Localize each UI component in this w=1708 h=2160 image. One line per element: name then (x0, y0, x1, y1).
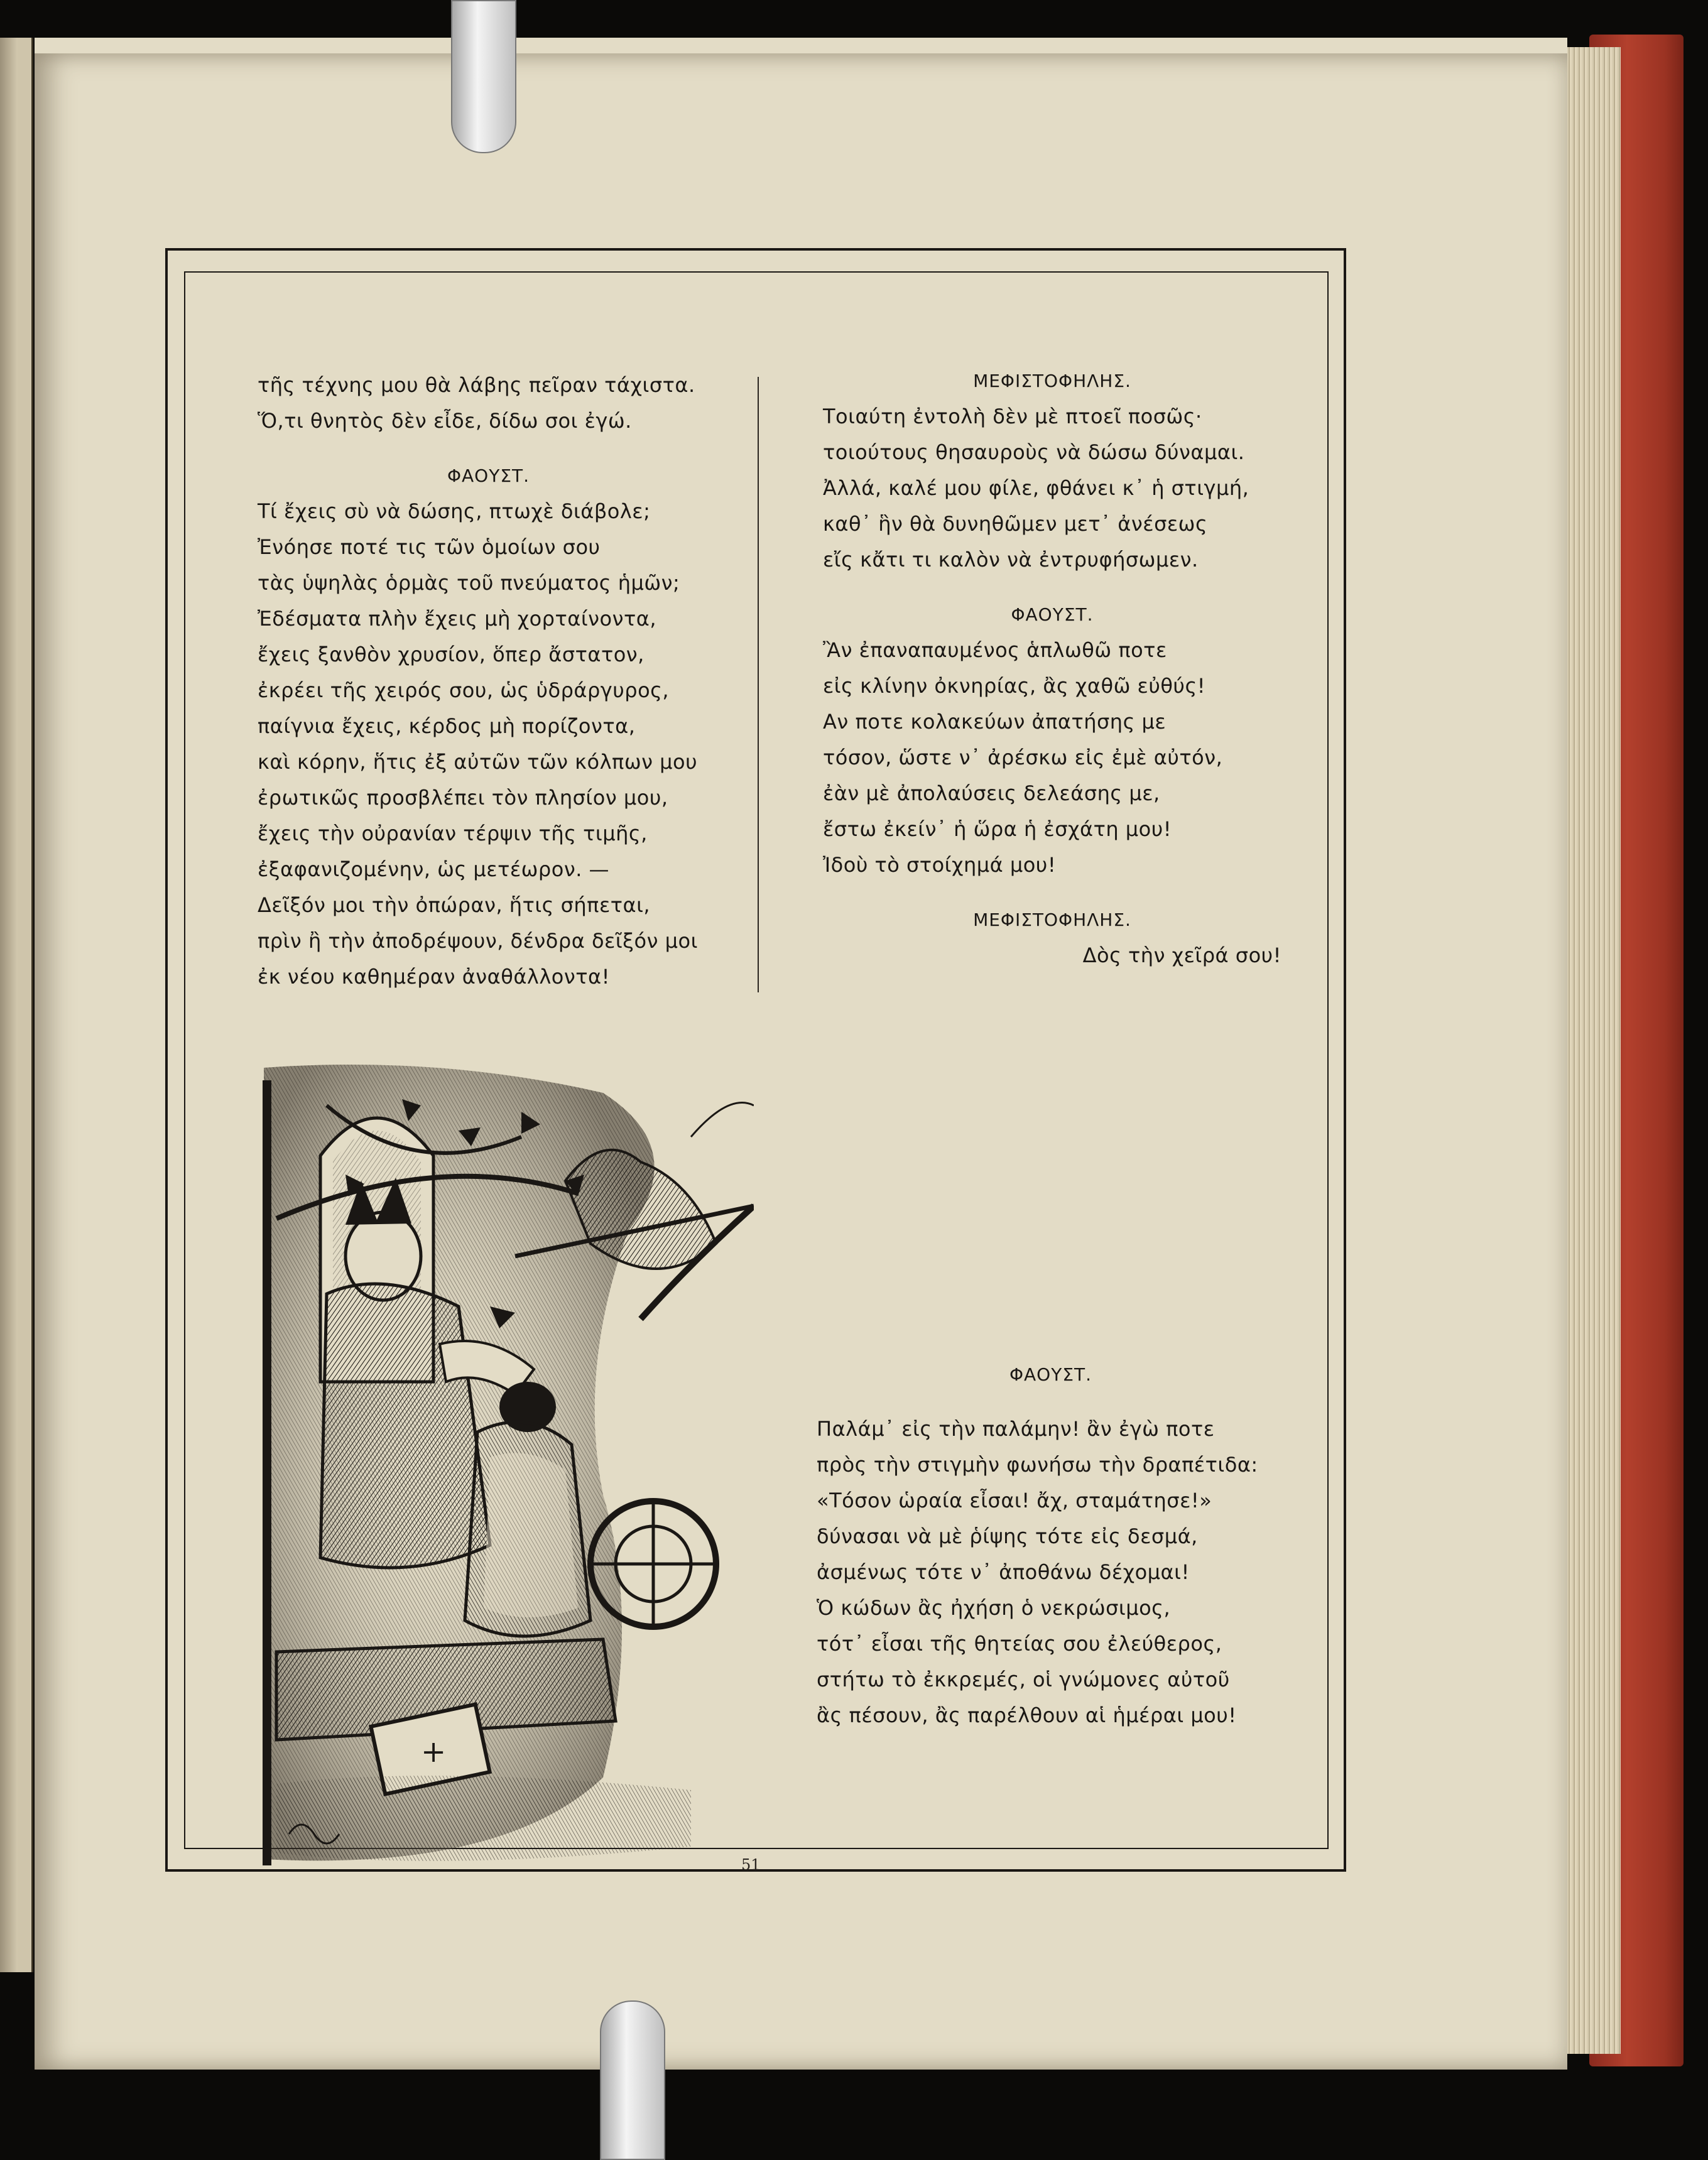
verse-line: ἐρωτικῶς προσβλέπει τὸν πλησίον μου, (258, 786, 668, 810)
verse-line: ἐκ νέου καθημέραν ἀναθάλλοντα! (258, 965, 610, 989)
verse-line: στήτω τὸ ἐκκρεμές, οἱ γνώμονες αὐτοῦ (817, 1668, 1230, 1691)
verse-line: καθ᾽ ἣν θὰ δυνηθῶμεν μετ᾽ ἀνέσεως (823, 512, 1208, 536)
stanza-break (258, 439, 719, 458)
verse-line: Ἀλλά, καλέ μου φίλε, φθάνει κ᾽ ἡ στιγμή, (823, 476, 1249, 500)
verse-line: καὶ κόρην, ἥτις ἐξ αὐτῶν τῶν κόλπων μου (258, 750, 698, 774)
column-divider (758, 377, 759, 992)
verse-line: δύνασαι νὰ μὲ ῥίψης τότε εἰς δεσμά, (817, 1524, 1198, 1548)
verse-line: Ὁ κώδων ἂς ἠχήση ὁ νεκρώσιμος, (817, 1596, 1171, 1620)
lower-right-text-column (817, 1357, 1285, 1734)
page-clip-bottom (600, 2000, 665, 2160)
stanza-break (823, 883, 1281, 902)
verse-line: πρὶν ἢ τὴν ἀποδρέψουν, δένδρα δεῖξόν μοι (258, 929, 698, 953)
verse-line: παίγνια ἔχεις, κέρδος μὴ πορίζοντα, (258, 714, 636, 738)
verse-line: ἐξαφανιζομένην, ὡς μετέωρον. — (258, 857, 610, 881)
verse-line: ἔχεις τὴν οὐρανίαν τέρψιν τῆς τιμῆς, (258, 822, 648, 845)
speaker-label: ΦΑΟΥΣΤ. (447, 465, 530, 486)
stanza-break (823, 578, 1281, 597)
verse-line: Δεῖξόν μοι τὴν ὀπώραν, ἥτις σήπεται, (258, 893, 651, 917)
verse-line: Ἰδοὺ τὸ στοίχημά μου! (823, 853, 1057, 877)
stanza-break (817, 1392, 1285, 1411)
verse-line: Τί ἔχεις σὺ νὰ δώσης, πτωχὲ διάβολε; (258, 499, 651, 523)
verse-line: Παλάμ᾽ εἰς τὴν παλάμην! ἂν ἐγὼ ποτε (817, 1417, 1215, 1441)
verse-line: «Τόσον ὡραία εἶσαι! ἄχ, σταμάτησε!» (817, 1489, 1212, 1512)
left-text-column (258, 367, 719, 995)
verse-line: ἔστω ἐκείν᾽ ἡ ὥρα ἡ ἐσχάτη μου! (823, 817, 1172, 841)
verse-line: Ἐδέσματα πλὴν ἔχεις μὴ χορταίνοντα, (258, 607, 657, 631)
svg-text:+: + (421, 1734, 447, 1769)
verse-line: τόσον, ὥστε ν᾽ ἀρέσκω εἰς ἐμὲ αὐτόν, (823, 746, 1223, 769)
left-page-edge (0, 38, 33, 1972)
speaker-label: ΦΑΟΥΣΤ. (1011, 604, 1094, 625)
verse-line: εἴς κἄτι τι καλὸν νὰ ἐντρυφήσωμεν. (823, 548, 1199, 572)
verse-line: τῆς τέχνης μου θὰ λάβης πεῖραν τάχιστα. (258, 373, 695, 397)
verse-line: τοιούτους θησαυροὺς νὰ δώσω δύναμαι. (823, 440, 1245, 464)
right-text-column (823, 363, 1281, 974)
page-clip-top (451, 0, 516, 153)
verse-line: τὰς ὑψηλὰς ὁρμὰς τοῦ πνεύματος ἡμῶν; (258, 571, 680, 595)
speaker-label: ΜΕΦΙΣΤΟΦΗΛΗΣ. (973, 909, 1131, 930)
verse-line: πρὸς τὴν στιγμὴν φωνήσω τὴν δραπέτιδα: (817, 1453, 1258, 1477)
verse-line: ἔχεις ξανθὸν χρυσίον, ὅπερ ἄστατον, (258, 643, 645, 666)
speaker-label: ΦΑΟΥΣΤ. (1009, 1364, 1092, 1385)
page-number: 51 (741, 1856, 761, 1874)
verse-line: Αν ποτε κολακεύων ἀπατήσης με (823, 710, 1167, 734)
speaker-label: ΜΕΦΙΣΤΟΦΗΛΗΣ. (973, 371, 1131, 391)
engraving-illustration (251, 1055, 754, 1872)
verse-line: ἐκρέει τῆς χειρός σου, ὡς ὑδράργυρος, (258, 678, 670, 702)
verse-line: Δὸς τὴν χεῖρά σου! (1082, 943, 1281, 967)
verse-line: ἐὰν μὲ ἀπολαύσεις δελεάσης με, (823, 781, 1160, 805)
verse-line: ἀσμένως τότε ν᾽ ἀποθάνω δέχομαι! (817, 1560, 1190, 1584)
verse-line: τότ᾽ εἶσαι τῆς θητείας σου ἐλεύθερος, (817, 1632, 1222, 1656)
verse-line: Ἂν ἐπαναπαυμένος ἁπλωθῶ ποτε (823, 638, 1167, 662)
verse-line: Ὅ,τι θνητὸς δὲν εἶδε, δίδω σοι ἐγώ. (258, 409, 632, 433)
verse-line: Ἐνόησε ποτέ τις τῶν ὁμοίων σου (258, 535, 601, 559)
verse-line: Τοιαύτη ἐντολὴ δὲν μὲ πτοεῖ ποσῶς· (823, 404, 1202, 428)
verse-line: ἂς πέσουν, ἂς παρέλθουν αἱ ἡμέραι μου! (817, 1703, 1237, 1727)
verse-line: εἰς κλίνην ὀκνηρίας, ἂς χαθῶ εὐθύς! (823, 674, 1206, 698)
